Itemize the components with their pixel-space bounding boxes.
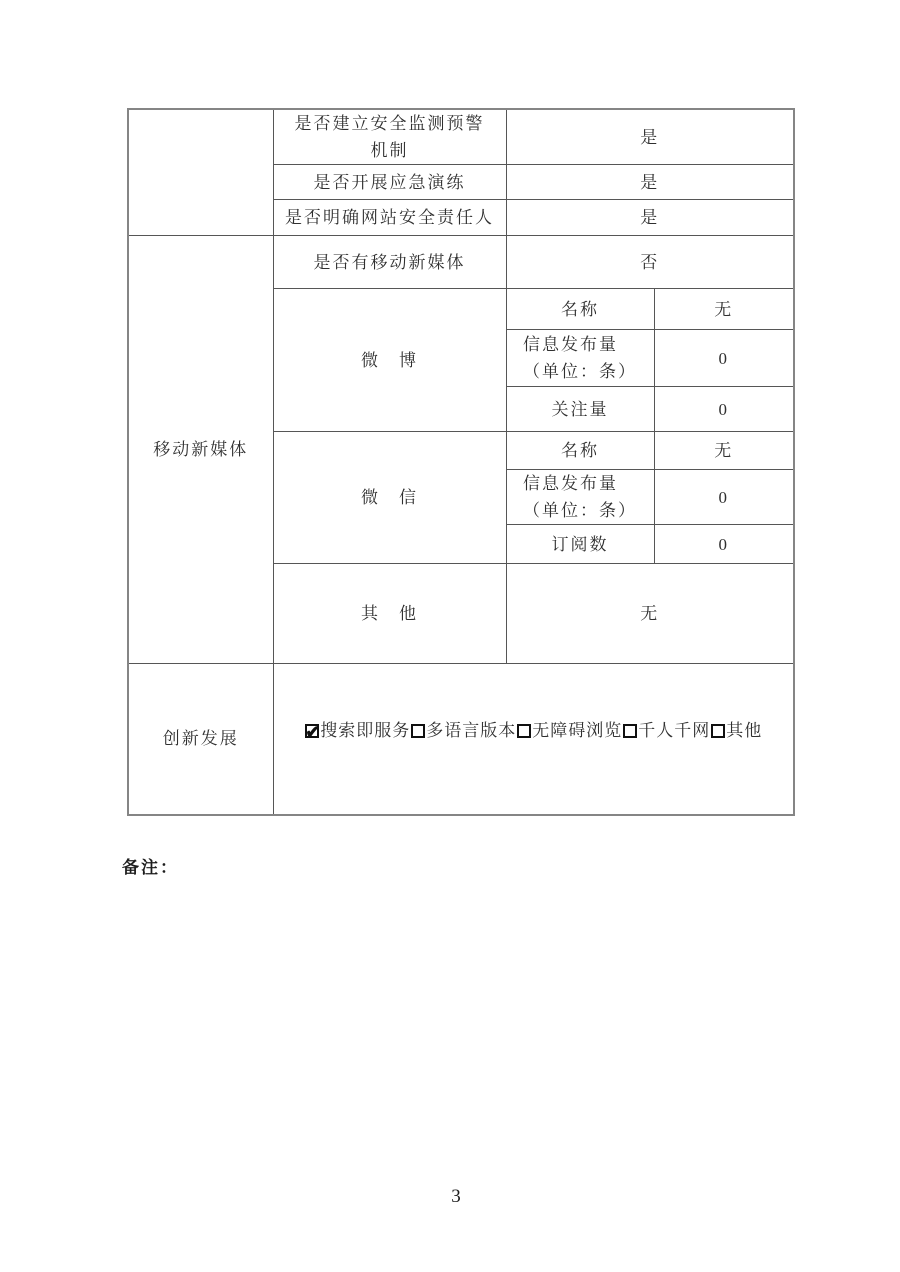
innovation-option	[516, 721, 622, 740]
table-row	[128, 664, 794, 815]
wechat-posts-label-line2: （单位：条）	[523, 501, 637, 520]
page-number: 3	[451, 1186, 461, 1207]
wechat-subscribers-label-cell: 订阅数	[506, 525, 654, 564]
security-monitor-value-cell: 是	[506, 109, 794, 165]
weibo-label-cell: 微 博	[273, 289, 506, 432]
weibo-posts-label-cell	[506, 330, 654, 387]
wechat-subscribers-value-cell: 0	[654, 525, 794, 564]
weibo-name-label-cell: 名称	[506, 289, 654, 330]
wechat-posts-value-cell: 0	[654, 470, 794, 525]
innovation-section-header: 创新发展	[128, 664, 273, 815]
innovation-checkbox-1[interactable]	[411, 724, 425, 738]
security-monitor-label-line2: 机制	[370, 141, 409, 160]
innovation-checkbox-0[interactable]	[305, 724, 319, 738]
emergency-drill-label-cell: 是否开展应急演练	[273, 165, 506, 200]
security-officer-label-cell: 是否明确网站安全责任人	[273, 200, 506, 236]
innovation-option-label: 无障碍浏览	[532, 721, 623, 741]
annual-report-table	[127, 108, 795, 816]
has-mobile-media-label-cell: 是否有移动新媒体	[273, 236, 506, 289]
innovation-checkbox-3[interactable]	[623, 724, 637, 738]
weibo-posts-label-line1: 信息发布量	[523, 335, 618, 354]
innovation-option-label: 多语言版本	[426, 721, 517, 741]
wechat-name-value-cell: 无	[654, 432, 794, 470]
innovation-option	[410, 721, 516, 740]
has-mobile-media-value-cell: 否	[506, 236, 794, 289]
mobile-media-section-header: 移动新媒体	[128, 236, 273, 664]
security-officer-value-cell: 是	[506, 200, 794, 236]
innovation-option	[622, 721, 710, 740]
table-row	[128, 109, 794, 165]
weibo-name-value-cell: 无	[654, 289, 794, 330]
wechat-posts-label-line1: 信息发布量	[523, 474, 618, 493]
other-media-label-cell: 其 他	[273, 564, 506, 664]
innovation-option	[304, 721, 410, 740]
section-header-empty-cell	[128, 109, 273, 236]
security-monitor-label-cell	[273, 109, 506, 165]
wechat-label-cell: 微 信	[273, 432, 506, 564]
notes-label: 备注：	[122, 858, 179, 877]
security-monitor-label-line1: 是否建立安全监测预警	[294, 114, 485, 133]
weibo-posts-label-line2: （单位：条）	[523, 362, 637, 381]
weibo-followers-value-cell: 0	[654, 387, 794, 432]
table-row	[128, 236, 794, 289]
other-media-value-cell: 无	[506, 564, 794, 664]
wechat-name-label-cell: 名称	[506, 432, 654, 470]
weibo-followers-label-cell: 关注量	[506, 387, 654, 432]
innovation-option-label: 搜索即服务	[320, 721, 411, 741]
weibo-posts-value-cell: 0	[654, 330, 794, 387]
innovation-options-cell	[273, 664, 794, 815]
innovation-checkbox-2[interactable]	[517, 724, 531, 738]
emergency-drill-value-cell: 是	[506, 165, 794, 200]
innovation-option-label: 千人千网	[638, 721, 711, 741]
innovation-option-label: 其他	[726, 721, 763, 741]
innovation-checkbox-4[interactable]	[711, 724, 725, 738]
innovation-option	[710, 721, 762, 740]
wechat-posts-label-cell	[506, 470, 654, 525]
